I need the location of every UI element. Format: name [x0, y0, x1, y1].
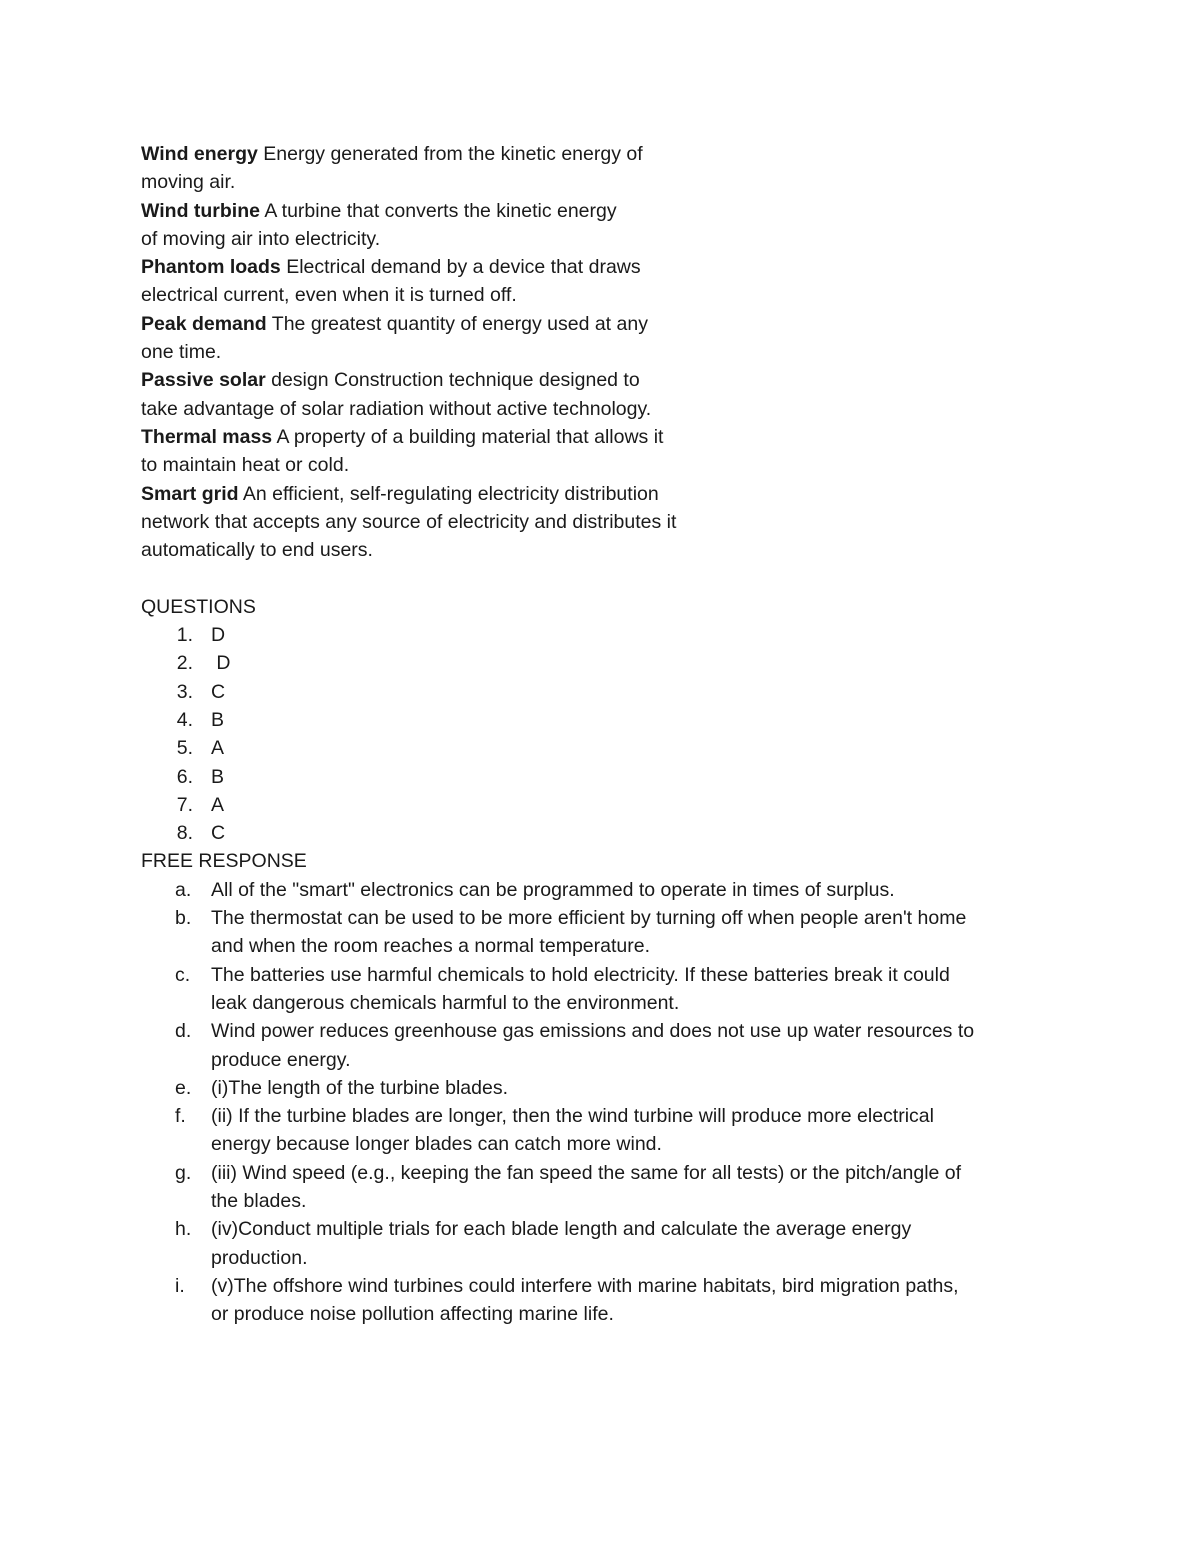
- item-number: 4.: [176, 708, 193, 731]
- item-number: 1.: [176, 624, 193, 647]
- definition-text: take advantage of solar radiation without active technology.: [141, 397, 652, 420]
- item-letter: g.: [175, 1161, 192, 1184]
- item-answer: D: [211, 652, 231, 675]
- term: Wind turbine: [141, 199, 260, 222]
- definition-text: design Construction technique designed to: [265, 369, 640, 392]
- list-item: [141, 621, 1081, 649]
- item-text: produce energy.: [211, 1048, 351, 1071]
- term: Smart grid: [141, 482, 239, 505]
- item-number: 5.: [176, 737, 193, 760]
- item-text: The thermostat can be used to be more efficient by turning off when people aren't home: [211, 907, 967, 930]
- item-text: energy because longer blades can catch more wind.: [211, 1133, 662, 1156]
- term: Phantom loads: [141, 256, 281, 279]
- definition-text: Energy generated from the kinetic energy of: [257, 143, 643, 165]
- item-number: 8.: [176, 822, 193, 845]
- definition-wind-turbine: [141, 197, 1081, 254]
- questions-section: [141, 593, 1081, 848]
- definition-text: automatically to end users.: [141, 539, 373, 562]
- item-answer: C: [211, 822, 226, 845]
- definition-text: An efficient, self-regulating electricity distribution: [238, 482, 659, 505]
- item-letter: a.: [175, 878, 192, 901]
- item-number: 7.: [176, 793, 193, 816]
- definition-thermal-mass: [141, 423, 1081, 480]
- list-item: [141, 876, 1081, 904]
- item-answer: B: [211, 708, 225, 731]
- definition-text: A property of a building material that allows it: [272, 425, 664, 448]
- definition-text: of moving air into electricity.: [141, 227, 381, 250]
- item-text: Wind power reduces greenhouse gas emissions and does not use up water resources to: [211, 1020, 975, 1043]
- term: Wind energy: [141, 143, 258, 165]
- definition-phantom-loads: [141, 253, 1081, 310]
- questions-heading: QUESTIONS: [141, 595, 256, 618]
- item-letter: i.: [175, 1274, 185, 1297]
- item-text: production.: [211, 1246, 308, 1269]
- definition-text: A turbine that converts the kinetic energy: [259, 199, 617, 222]
- definition-text: one time.: [141, 341, 222, 364]
- term: Passive solar: [141, 369, 266, 392]
- term: Thermal mass: [141, 425, 273, 448]
- list-item: [141, 734, 1081, 762]
- list-item: [141, 678, 1081, 706]
- list-item: [141, 791, 1081, 819]
- item-answer: B: [211, 765, 225, 788]
- definition-text: Electrical demand by a device that draws: [280, 256, 641, 279]
- definitions-section: [141, 140, 1081, 564]
- term: Peak demand: [141, 312, 267, 335]
- item-answer: A: [211, 737, 225, 760]
- definition-smart-grid: [141, 480, 1081, 565]
- list-item: [141, 819, 1081, 847]
- free-response-heading: FREE RESPONSE: [141, 850, 307, 873]
- definition-text: to maintain heat or cold.: [141, 454, 350, 477]
- item-text: the blades.: [211, 1189, 307, 1212]
- item-text: or produce noise pollution affecting marine life.: [211, 1303, 614, 1326]
- item-number: 3.: [176, 680, 193, 703]
- spacer: [141, 564, 1081, 592]
- item-text: leak dangerous chemicals harmful to the environment.: [211, 991, 680, 1014]
- list-item: [141, 904, 1081, 961]
- list-item: [141, 706, 1081, 734]
- item-answer: C: [211, 680, 226, 703]
- list-item: [141, 1215, 1081, 1272]
- item-letter: b.: [175, 907, 192, 930]
- list-item: [141, 1074, 1081, 1102]
- list-item: [141, 961, 1081, 1018]
- item-text: The batteries use harmful chemicals to hold electricity. If these batteries break it could: [211, 963, 950, 986]
- definition-text: The greatest quantity of energy used at any: [266, 312, 648, 335]
- free-response-section: [141, 847, 1081, 1328]
- item-answer: A: [211, 793, 225, 816]
- item-text: and when the room reaches a normal temperature.: [211, 935, 650, 958]
- item-letter: e.: [175, 1076, 192, 1099]
- list-item: [141, 649, 1081, 677]
- item-text: (i)The length of the turbine blades.: [211, 1076, 509, 1099]
- list-item: [141, 763, 1081, 791]
- item-letter: c.: [175, 963, 191, 986]
- list-item: [141, 1017, 1081, 1074]
- item-text: (ii) If the turbine blades are longer, then the wind turbine will produce more electrical: [211, 1105, 934, 1128]
- item-text: All of the "smart" electronics can be programmed to operate in times of surplus.: [211, 878, 895, 901]
- definition-text: network that accepts any source of electricity and distributes it: [141, 510, 677, 533]
- item-text: (iv)Conduct multiple trials for each blade length and calculate the average energy: [211, 1218, 912, 1241]
- list-item: [141, 1272, 1081, 1329]
- item-text: (iii) Wind speed (e.g., keeping the fan speed the same for all tests) or the pitch/angle of: [211, 1161, 962, 1184]
- item-letter: d.: [175, 1020, 192, 1043]
- item-letter: f.: [175, 1105, 186, 1128]
- definition-passive-solar: [141, 366, 1081, 423]
- item-letter: h.: [175, 1218, 192, 1241]
- document-page: [141, 140, 1081, 1328]
- item-answer: D: [211, 624, 226, 647]
- definition-text: electrical current, even when it is turned off.: [141, 284, 517, 307]
- definition-peak-demand: [141, 310, 1081, 367]
- item-number: 2.: [176, 652, 193, 675]
- item-number: 6.: [176, 765, 193, 788]
- item-text: (v)The offshore wind turbines could interfere with marine habitats, bird migration paths,: [211, 1274, 959, 1297]
- definition-text: moving air.: [141, 171, 236, 194]
- list-item: [141, 1102, 1081, 1159]
- list-item: [141, 1159, 1081, 1216]
- definition-wind-energy: [141, 140, 1081, 197]
